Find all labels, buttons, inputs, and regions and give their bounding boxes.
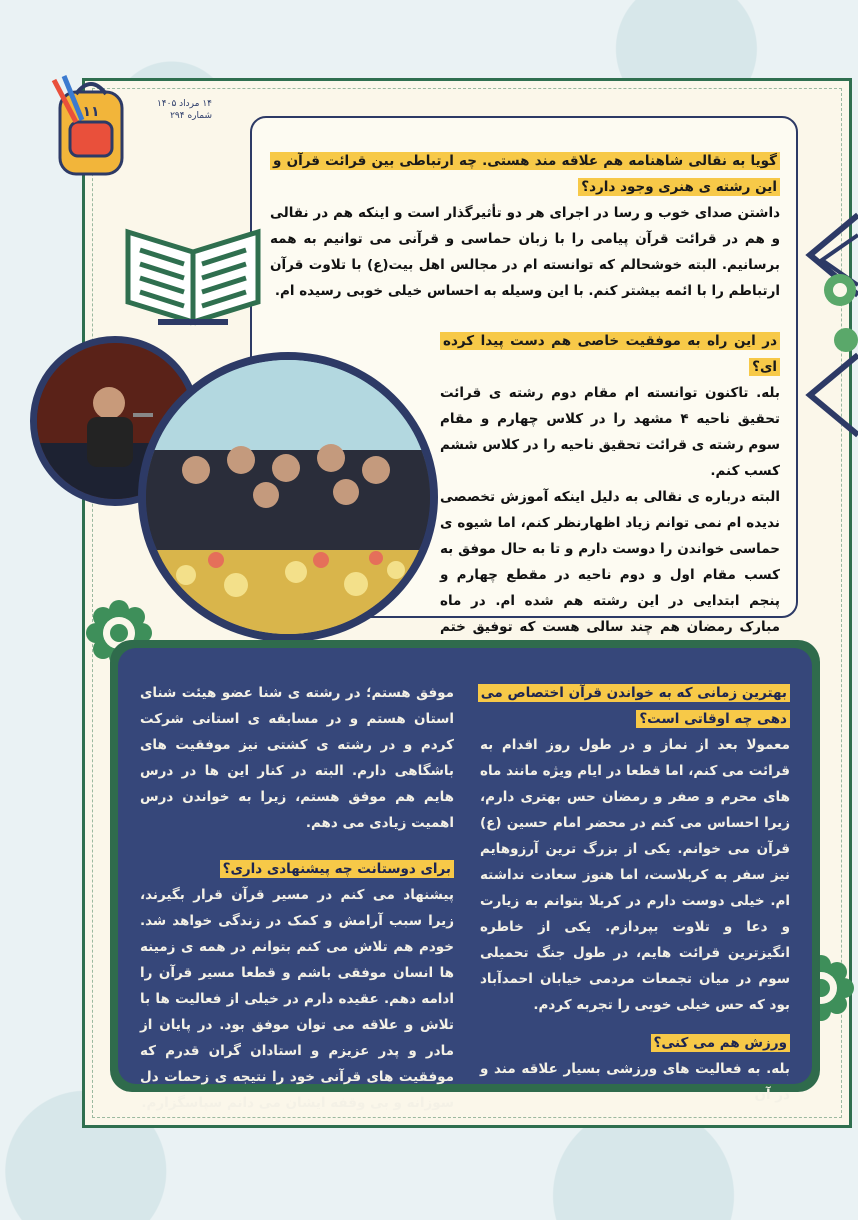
section-q2	[440, 328, 780, 666]
page-number: ۱۱	[82, 104, 100, 120]
answer-2-part-1: بله. تاکنون توانسته ام مقام دوم رشته ی قرائت تحقیق ناحیه ۴ مشهد را در کلاس چهارم و مقام سوم رشته ی قرائت تحقیق ناحیه را در کلاس ششم کسب کنم.	[440, 385, 780, 479]
question-4: ورزش هم می کنی؟	[651, 1034, 790, 1052]
issue-info	[142, 98, 212, 122]
decorative-chevrons-icon	[800, 195, 858, 455]
answer-4-continued: موفق هستم؛ در رشته ی شنا عضو هیئت شنای استان هستم و در مسابقه ی استانی شرکت کردم و در رشته ی کشتی نیز موفقیت های باشگاهی دارم. البته در کنار این ها در درس هایم هم موفق هستم، زیرا به خواندن درس اهمیت زیادی می دهم.	[140, 685, 454, 831]
answer-4: بله. به فعالیت های ورزشی بسیار علاقه مند و در آن	[480, 1061, 790, 1103]
question-2: در این راه به موفقیت خاصی هم دست پیدا کرده ای؟	[440, 332, 780, 376]
issue-number: شماره ۲۹۴	[170, 111, 212, 121]
answer-3: معمولا بعد از نماز و در طول روز اقدام به قرائت می کنم، اما قطعا در ایام ویژه مانند ماه های محرم و صفر و رمضان حس بهتری دارم، زیرا احساس می کنم در محضر امام حسین (ع) قرآن می خوانم. یکی از بزرگ ترین آرزوهایم نیز سفر به کربلاست، اما هنوز سعادت نداشته ام. خیلی دوست دارم در کربلا بتوانم به زیارت و دعا و تلاوت بپردازم. یکی از خاطره انگیزترین قرائت هایم، در طول جنگ تحمیلی سوم در میان تجمعات مردمی خیابان احمدآباد بود که حس خیلی خوبی را تجربه کردم.	[480, 737, 790, 1013]
section-q1	[270, 148, 780, 304]
answer-2-part-2: البته درباره ی نقالی به دلیل اینکه آموزش تخصصی ندیده ام نمی توانم زیاد اظهارنظر کنم، اما شیوه ی حماسی خواندن را دوست دارم و تا به حال موفق به کسب مقام اول و دوم ناحیه در مقطع چهارم و پنجم ابتدایی در این رشته هم شده ام. در ماه مبارک رمضان هم چند سالی هست که توفیق ختم	[440, 489, 780, 635]
question-5: برای دوستانت چه پیشنهادی داری؟	[220, 860, 454, 878]
quran-book-icon	[118, 222, 268, 332]
issue-date: ۱۴ مرداد ۱۴۰۵	[156, 99, 212, 109]
answer-1: داشتن صدای خوب و رسا در اجرای هر دو تأثیرگذار است و اینکه هم در نقالی و هم در قرائت قرآن پیامی را با زبان حماسی و قرآنی می توانیم به همه برسانیم. البته خوشحالم که توانسته ام در مجالس اهل بیت(ع) با تلاوت قرآن ارتباطم را با ائمه بیشتر کنم. با این وسیله به احساس خیلی خوبی رسیده ام.	[270, 205, 780, 299]
section-q3	[480, 680, 790, 1108]
section-q5	[140, 680, 454, 1116]
photo-students-group	[138, 352, 438, 642]
question-3: بهترین زمانی که به خواندن قرآن اختصاص می دهی چه اوقاتی است؟	[478, 684, 790, 728]
question-1: گویا به نقالی شاهنامه هم علاقه مند هستی. چه ارتباطی بین قرائت قرآن و این رشته ی هنری وجود دارد؟	[270, 152, 780, 196]
answer-5: پیشنهاد می کنم در مسیر قرآن قرار بگیرند، زیرا سبب آرامش و کمک در زندگی خواهد شد. خودم هم تلاش می کنم بتوانم در همه ی زمینه ها انسان موفقی باشم و قطعا مسیر قرآن را ادامه دهم. عقیده دارم در خیلی از فعالیت ها با تلاش و علاقه می توان موفق بود. در پایان از مادر و پدر عزیزم و استادان گران قدرم که موفقیت های قرآنی خود را نتیجه ی زحمات دل سوزانه و بی وقفه ایشان می دانم سپاسگزارم.	[140, 887, 454, 1111]
backpack-icon	[40, 72, 140, 182]
